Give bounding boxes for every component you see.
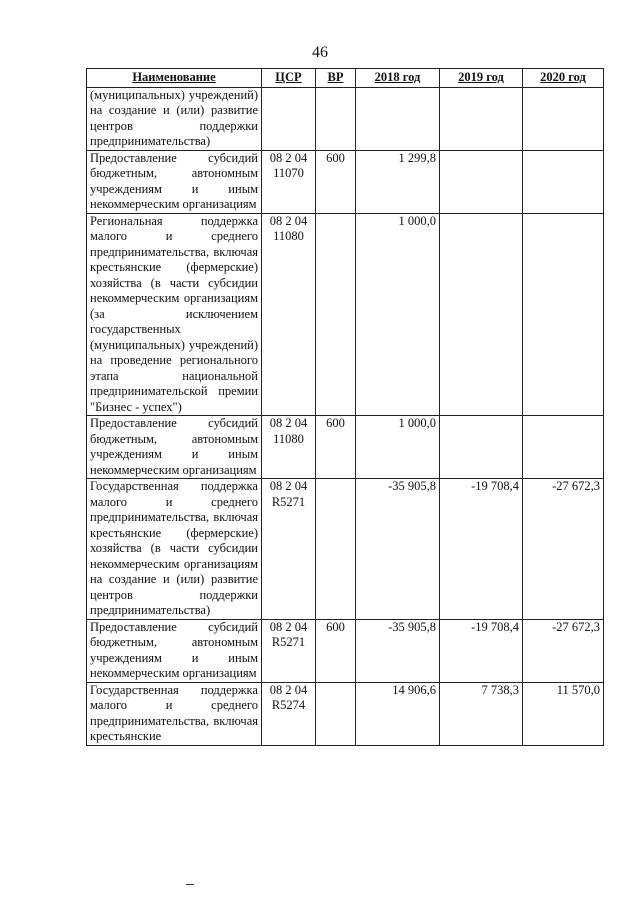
- table-row: [87, 619, 604, 682]
- row-vr: [316, 682, 356, 745]
- row-csr: 08 2 04 11080: [262, 416, 316, 479]
- row-vr: 600: [316, 416, 356, 479]
- page-number: 46: [312, 44, 328, 61]
- row-name: Предоставление субсидий бюджетным, автономным учреждениям и иным некоммерческим организациям: [87, 416, 262, 479]
- row-2018: 14 906,6: [356, 682, 440, 745]
- row-vr: [316, 479, 356, 620]
- row-csr: 08 2 04 R5271: [262, 479, 316, 620]
- table-row: [87, 213, 604, 416]
- column-header-2019: 2019 год: [440, 69, 523, 88]
- row-2018: 1 000,0: [356, 213, 440, 416]
- row-2020: [523, 416, 604, 479]
- table-row: [87, 682, 604, 745]
- row-2020: -27 672,3: [523, 619, 604, 682]
- row-name: Региональная поддержка малого и среднего предпринимательства, включая крестьянские (фермерские) хозяйства (в части субсидии некоммерческим организациям (за исключением государственных (муниципальных) учреждений) на проведение регионального этапа национальной предпринимательской премии "Бизнес - успех"): [87, 213, 262, 416]
- row-2019: -19 708,4: [440, 619, 523, 682]
- row-name: Предоставление субсидий бюджетным, автономным учреждениям и иным некоммерческим организациям: [87, 150, 262, 213]
- row-2018: -35 905,8: [356, 619, 440, 682]
- table-row: [87, 87, 604, 150]
- row-csr: 08 2 04 11080: [262, 213, 316, 416]
- row-csr: 08 2 04 R5271: [262, 619, 316, 682]
- row-2019: 7 738,3: [440, 682, 523, 745]
- row-2018: 1 000,0: [356, 416, 440, 479]
- row-csr: 08 2 04 11070: [262, 150, 316, 213]
- row-vr: 600: [316, 150, 356, 213]
- row-2019: [440, 87, 523, 150]
- row-name: (муниципальных) учреждений) на создание и (или) развитие центров поддержки предпринимательства): [87, 87, 262, 150]
- row-2018: -35 905,8: [356, 479, 440, 620]
- row-name: Государственная поддержка малого и среднего предпринимательства, включая крестьянские (фермерские) хозяйства (в части субсидии некоммерческим организациям на создание и (или) развитие центров поддержки предпринимательства): [87, 479, 262, 620]
- column-header-2020: 2020 год: [523, 69, 604, 88]
- column-header-vr: ВР: [316, 69, 356, 88]
- table-row: [87, 479, 604, 620]
- column-header-csr: ЦСР: [262, 69, 316, 88]
- row-2020: 11 570,0: [523, 682, 604, 745]
- row-2019: [440, 213, 523, 416]
- row-vr: [316, 87, 356, 150]
- table-header-row: [87, 69, 604, 88]
- row-2018: [356, 87, 440, 150]
- row-2020: -27 672,3: [523, 479, 604, 620]
- table-row: [87, 416, 604, 479]
- row-2019: -19 708,4: [440, 479, 523, 620]
- column-header-2018: 2018 год: [356, 69, 440, 88]
- row-2019: [440, 416, 523, 479]
- row-vr: [316, 213, 356, 416]
- row-csr: [262, 87, 316, 150]
- row-2020: [523, 213, 604, 416]
- row-name: Предоставление субсидий бюджетным, автономным учреждениям и иным некоммерческим организациям: [87, 619, 262, 682]
- row-2019: [440, 150, 523, 213]
- row-name: Государственная поддержка малого и среднего предпринимательства, включая крестьянские: [87, 682, 262, 745]
- column-header-name: Наименование: [87, 69, 262, 88]
- table-row: [87, 150, 604, 213]
- row-2018: 1 299,8: [356, 150, 440, 213]
- budget-table: [86, 68, 604, 746]
- row-vr: 600: [316, 619, 356, 682]
- row-csr: 08 2 04 R5274: [262, 682, 316, 745]
- row-2020: [523, 87, 604, 150]
- row-2020: [523, 150, 604, 213]
- scan-mark: [186, 884, 194, 885]
